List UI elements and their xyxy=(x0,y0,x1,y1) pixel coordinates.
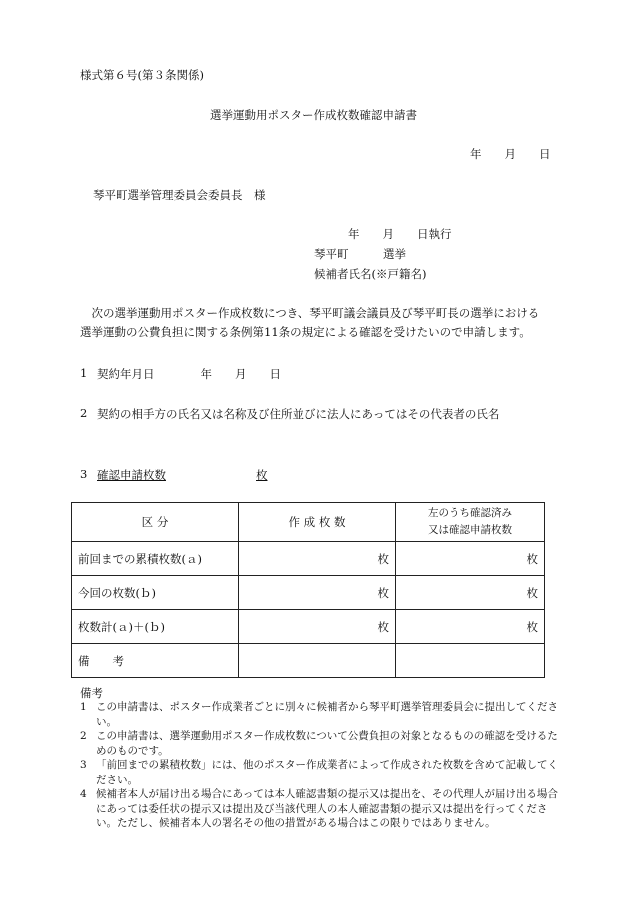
header-confirmed-line-1: 左のうち確認済み xyxy=(428,507,512,519)
header-confirmed-line-2: 又は確認申請枚数 xyxy=(428,524,512,536)
note-item xyxy=(80,787,560,831)
header-category: 区 分 xyxy=(72,503,239,542)
notes-list xyxy=(80,700,560,831)
row-label: 前回までの累積枚数(ａ) xyxy=(72,542,239,576)
cell-remarks[interactable] xyxy=(396,644,545,678)
note-item xyxy=(80,729,560,758)
note-number: 1 xyxy=(80,701,87,713)
item-3-number: 3 xyxy=(80,467,88,481)
row-label: 枚数計(ａ)＋(ｂ) xyxy=(72,610,239,644)
cell-created-count[interactable]: 枚 xyxy=(239,576,396,610)
cell-created-count[interactable]: 枚 xyxy=(239,610,396,644)
date-line: 年 月 日 xyxy=(470,147,551,161)
row-label: 備 考 xyxy=(72,644,239,678)
table-row xyxy=(72,542,545,576)
item-2-number: 2 xyxy=(80,406,88,420)
table-header-row xyxy=(72,503,545,542)
addressee: 琴平町選挙管理委員会委員長 様 xyxy=(93,188,266,202)
item-3-label: 確認申請枚数 xyxy=(97,468,166,482)
cell-confirmed-count[interactable]: 枚 xyxy=(396,542,545,576)
note-number: 4 xyxy=(80,788,87,800)
election-name-line: 琴平町 選挙 xyxy=(314,247,406,261)
row-label: 今回の枚数(ｂ) xyxy=(72,576,239,610)
cell-remarks[interactable] xyxy=(239,644,396,678)
item-3-unit: 枚 xyxy=(256,468,268,482)
count-table xyxy=(71,502,545,678)
cell-confirmed-count[interactable]: 枚 xyxy=(396,576,545,610)
table-row xyxy=(72,644,545,678)
item-3-count-field[interactable] xyxy=(97,467,268,483)
note-item xyxy=(80,758,560,787)
note-text: この申請書は、ポスター作成業者ごとに別々に候補者から琴平町選挙管理委員会に提出してください。 xyxy=(96,701,558,728)
note-number: 2 xyxy=(80,730,87,742)
form-title: 選挙運動用ポスター作成枚数確認申請書 xyxy=(210,108,417,122)
election-date-line: 年 月 日執行 xyxy=(348,227,452,241)
note-text: 「前回までの累積枚数」には、他のポスター作成業者によって作成された枚数を含めて記載してください。 xyxy=(96,759,558,786)
candidate-name-line: 候補者氏名(※戸籍名) xyxy=(314,267,427,281)
note-text: 候補者本人が届け出る場合にあっては本人確認書類の提示又は提出を、その代理人が届け出る場合にあっては委任状の提示又は提出及び当該代理人の本人確認書類の提示又は提出を行ってください。ただし、候補者本人の署名その他の措置がある場合はこの限りではありません。 xyxy=(96,788,558,829)
note-item xyxy=(80,700,560,729)
form-number: 様式第６号(第３条関係) xyxy=(80,68,204,82)
note-text: この申請書は、選挙運動用ポスター作成枚数について公費負担の対象となるものの確認を受けるためのものです。 xyxy=(96,730,558,757)
notes-heading: 備考 xyxy=(80,686,103,700)
cell-confirmed-count[interactable]: 枚 xyxy=(396,610,545,644)
cell-created-count[interactable]: 枚 xyxy=(239,542,396,576)
note-number: 3 xyxy=(80,759,87,771)
header-created-count: 作 成 枚 数 xyxy=(239,503,396,542)
item-2-contractor: 契約の相手方の氏名又は名称及び住所並びに法人にあってはその代表者の氏名 xyxy=(97,407,500,421)
item-1-number: 1 xyxy=(80,366,88,380)
body-text-line-1: 次の選挙運動用ポスター作成枚数につき、琴平町議会議員及び琴平町長の選挙における xyxy=(80,306,540,320)
header-confirmed-count xyxy=(396,503,545,542)
body-text-line-2: 選挙運動の公費負担に関する条例第11条の規定による確認を受けたいので申請します。 xyxy=(80,325,531,339)
table-row xyxy=(72,576,545,610)
table-row xyxy=(72,610,545,644)
item-1-contract-date: 契約年月日 年 月 日 xyxy=(97,367,281,381)
